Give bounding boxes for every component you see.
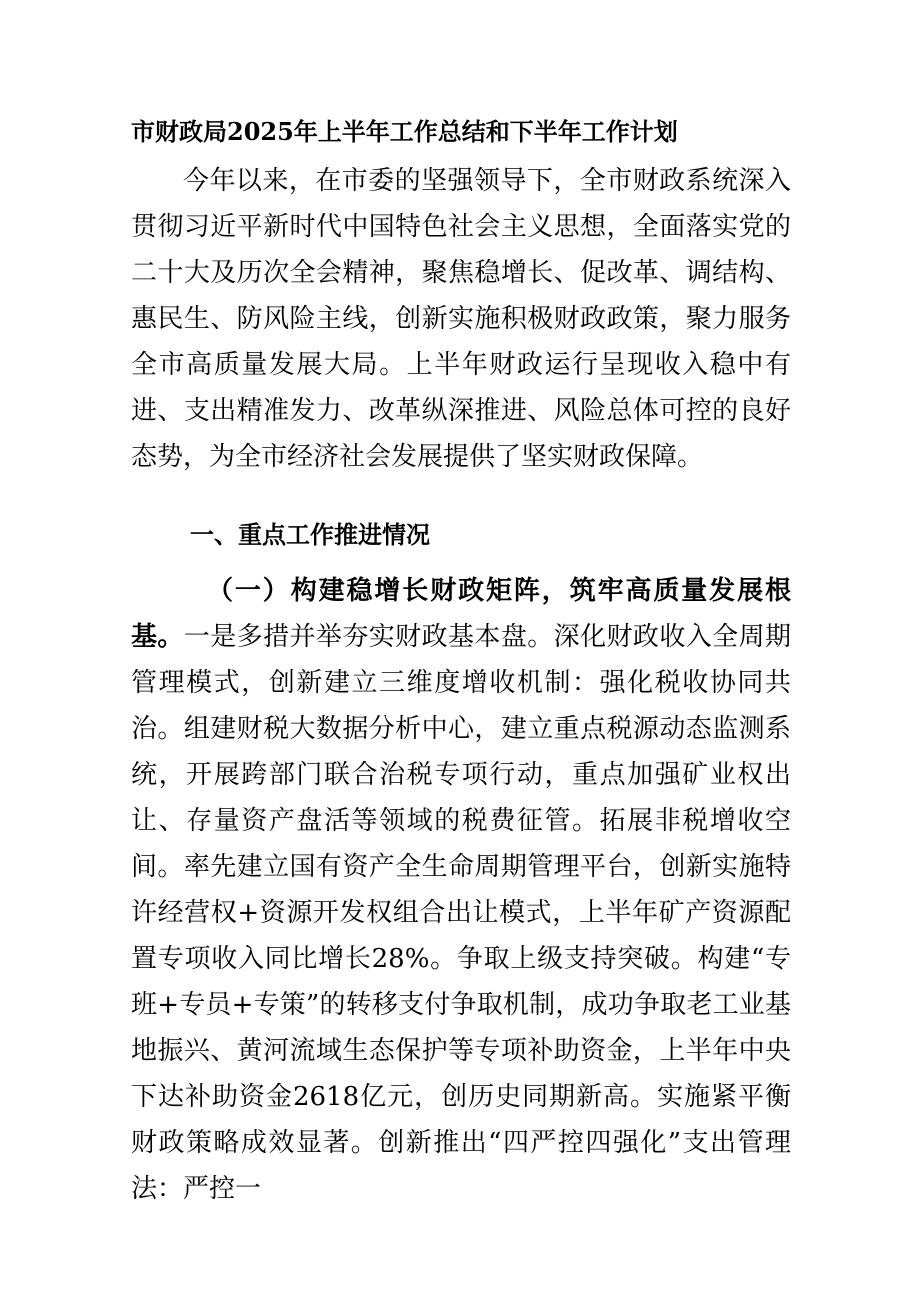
subsection-heading: （一）构建稳增长财政矩阵，筑牢高质量发展根基。 <box>131 576 791 652</box>
section-heading: 一、重点工作推进情况 <box>190 520 430 549</box>
subsection-body: 一是多措并举夯实财政基本盘。深化财政收入全周期管理模式，创新建立三维度增收机制：强化税收协同共治。组建财税大数据分析中心，建立重点税源动态监测系统，开展跨部门联合治税专项行动，重点加强矿业权出让、存量资产盘活等领域的税费征管。拓展非税增收空间。率先建立国有资产全生命周期管理平台，创新实施特许经营权+资源开发权组合出让模式，上半年矿产资源配置专项收入同比增长28%。争取上级支持突破。构建“专班+专员+专策”的转移支付争取机制，成功争取老工业基地振兴、黄河流域生态保护等专项补助资金，上半年中央下达补助资金2618亿元，创历史同期新高。实施紧平衡财政策略成效显著。创新推出“四严控四强化”支出管理法：严控一 <box>131 622 791 1204</box>
section-paragraph <box>131 568 791 1212</box>
intro-paragraph: 今年以来，在市委的坚强领导下，全市财政系统深入贯彻习近平新时代中国特色社会主义思想，全面落实党的二十大及历次全会精神，聚焦稳增长、促改革、调结构、惠民生、防风险主线，创新实施积极财政政策，聚力服务全市高质量发展大局。上半年财政运行呈现收入稳中有进、支出精准发力、改革纵深推进、风险总体可控的良好态势，为全市经济社会发展提供了坚实财政保障。 <box>131 166 791 472</box>
document-title: 市财政局2025年上半年工作总结和下半年工作计划 <box>131 117 678 146</box>
